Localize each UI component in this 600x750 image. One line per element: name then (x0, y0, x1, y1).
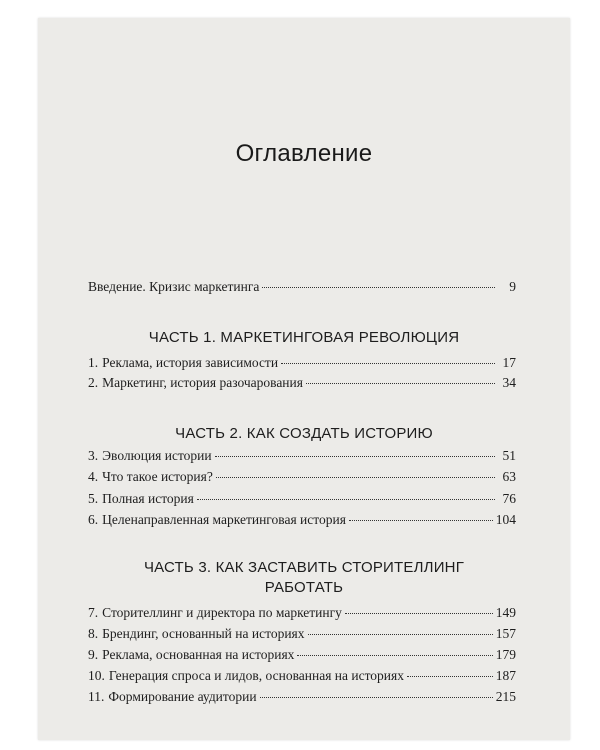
leader-dots (262, 287, 495, 288)
toc-entry-2 (88, 374, 516, 391)
toc-entry-label: Реклама, основанная на историях (102, 647, 295, 662)
leader-dots (407, 676, 493, 677)
leader-dots (349, 520, 493, 521)
toc-entry-label: Сторителлинг и директора по маркетингу (102, 605, 342, 620)
leader-dots (308, 634, 493, 635)
toc-entry-page: 51 (502, 448, 516, 463)
part-heading-line: ЧАСТЬ 3. КАК ЗАСТАВИТЬ СТОРИТЕЛЛИНГ (143, 559, 465, 576)
toc-entry-label: Введение. Кризис маркетинга (88, 279, 260, 294)
toc-entry-1 (88, 354, 516, 371)
toc-entry-number: 5. (88, 491, 99, 506)
book-page (38, 18, 570, 740)
toc-entry-number: 4. (88, 469, 99, 484)
toc-entry-number: 1. (88, 355, 99, 370)
toc-entry-3 (88, 447, 516, 464)
toc-entry-page: 149 (495, 605, 516, 620)
toc-entry-number: 6. (88, 512, 99, 527)
toc-entry-5 (88, 490, 516, 507)
toc-entry-7 (88, 604, 516, 621)
toc-entry-page: 17 (502, 355, 516, 370)
toc-entry-number: 7. (88, 605, 99, 620)
toc-entry-number: 11. (88, 689, 105, 704)
toc-entry-label: Генерация спроса и лидов, основанная на историях (108, 668, 404, 683)
toc-entry-number: 9. (88, 647, 99, 662)
leader-dots (345, 613, 493, 614)
toc-entry-label: Реклама, история зависимости (102, 355, 279, 370)
toc-entry-number: 2. (88, 375, 99, 390)
part-heading-3 (38, 558, 570, 598)
leader-dots (306, 383, 495, 384)
toc-entry-label: Маркетинг, история разочарования (102, 375, 303, 390)
toc-entry-page: 76 (502, 491, 516, 506)
leader-dots (281, 363, 495, 364)
leader-dots (215, 456, 495, 457)
toc-entry-10 (88, 667, 516, 684)
leader-dots (197, 499, 495, 500)
toc-entry-label: Брендинг, основанный на историях (102, 626, 305, 641)
toc-entry-page: 63 (502, 469, 516, 484)
toc-entry-page: 104 (495, 512, 516, 527)
leader-dots (260, 697, 493, 698)
toc-entry-intro (88, 278, 516, 295)
part-heading-2: ЧАСТЬ 2. КАК СОЗДАТЬ ИСТОРИЮ (175, 425, 433, 442)
toc-entry-number: 3. (88, 448, 99, 463)
toc-entry-page: 187 (495, 668, 516, 683)
leader-dots (216, 477, 495, 478)
toc-entry-page: 9 (509, 279, 516, 294)
toc-entry-page: 215 (495, 689, 516, 704)
toc-entry-label: Полная история (102, 491, 194, 506)
toc-entry-label: Формирование аудитории (108, 689, 257, 704)
toc-entry-page: 157 (495, 626, 516, 641)
toc-entry-page: 179 (495, 647, 516, 662)
toc-entry-11 (88, 688, 516, 705)
toc-entry-8 (88, 625, 516, 642)
toc-entry-6 (88, 511, 516, 528)
toc-entry-label: Что такое история? (102, 469, 213, 484)
part-heading-1: ЧАСТЬ 1. МАРКЕТИНГОВАЯ РЕВОЛЮЦИЯ (148, 329, 460, 346)
toc-entry-number: 10. (88, 668, 105, 683)
toc-entry-label: Целенаправленная маркетинговая история (102, 512, 346, 527)
toc-entry-number: 8. (88, 626, 99, 641)
toc-entry-label: Эволюция истории (102, 448, 212, 463)
toc-entry-9 (88, 646, 516, 663)
part-heading-line: РАБОТАТЬ (264, 579, 344, 596)
page-title: Оглавление (235, 140, 373, 167)
toc-entry-4 (88, 468, 516, 485)
leader-dots (297, 655, 492, 656)
toc-entry-page: 34 (502, 375, 516, 390)
